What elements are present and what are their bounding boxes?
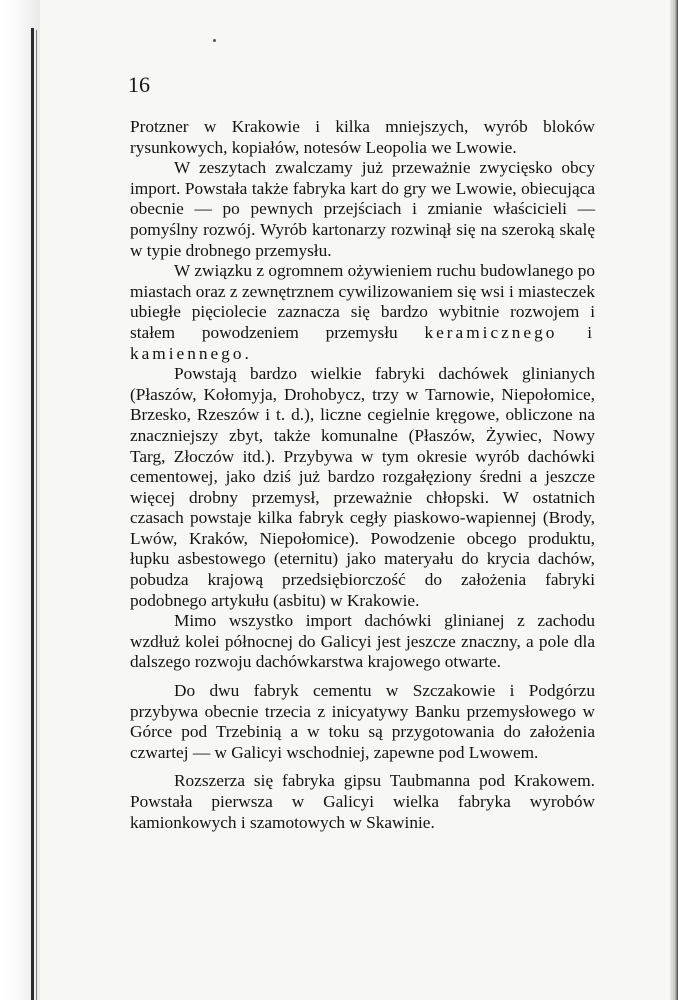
paragraph-3-text: W związku z ogromnem ożywieniem ruchu budowlanego po miastach oraz z zewnętrznem cywilizowaniem się wsi i miasteczek ubiegłe pięciolecie zaznacza się bardzo wybitnie rozwojem i stałem powodzeniem przemysłu [130,261,595,342]
binding-shadow-line-thin [36,30,37,1000]
paragraph-1: Protzner w Krakowie i kilka mniejszych, wyrób bloków rysunkowych, kopiałów, notesów Leopolia we Lwowie. [130,117,595,157]
paragraph-4: Powstają bardzo wielkie fabryki dachówek glinianych (Płaszów, Kołomyja, Drohobycz, trzy w Tarnowie, Niepołomice, Brzesko, Rzeszów i t. d.), liczne cegielnie kręgowe, obliczone na znaczniejszy zbyt, także komunalne (Płaszów, Żywiec, Nowy Targ, Złoczów itd.). Przybywa w tym okresie wyrób dachówki cementowej, jako dziś już bardzo rozgałęziony średni a jeszcze więcej drobny przemysł, przeważnie chłopski. W ostatnich czasach powstaje kilka fabryk cegły piaskowo-wapiennej (Brody, Lwów, Kraków, Niepołomice). Powodzenie obcego produktu, łupku asbestowego (eternitu) jako materyału do krycia dachów, pobudza krajową przedsiębiorczość do założenia fabryki podobnego artykułu (asbitu) w Krakowie. [130,364,595,610]
paragraph-6: Do dwu fabryk cementu w Szczakowie i Podgórzu przybywa obecnie trzecia z inicyatywy Banku przemysłowego w Górce pod Trzebinią a w toku są przygotowania do założenia czwartej — w Galicyi wschodniej, zapewne pod Lwowem. [130,681,595,762]
paragraph-3-end: . [244,343,249,363]
spaced-emphasis: keramicznego i kamiennego [130,322,595,363]
binding-shadow-line [31,28,34,1000]
body-text [130,117,595,833]
binding-edge [0,0,40,1000]
page-right-edge [670,0,678,1000]
paragraph-2: W zeszytach zwalczamy już przeważnie zwycięsko obcy import. Powstała także fabryka kart do gry we Lwowie, obiecująca obecnie — po pewnych przejściach i zmianie właścicieli — pomyślny rozwój. Wyrób kartonarzy rozwinął się na szeroką skalę w typie drobnego przemysłu. [130,158,595,260]
paragraph-7: Rozszerza się fabryka gipsu Taubmanna pod Krakowem. Powstała pierwsza w Galicyi wielka fabryka wyrobów kamionkowych i szamotowych w Skawinie. [130,771,595,832]
scan-speck [213,39,216,42]
page-number: 16 [128,72,150,97]
paragraph-3 [130,261,595,364]
paragraph-5: Mimo wszystko import dachówki glinianej z zachodu wzdłuż kolei północnej do Galicyi jest jeszcze znaczny, a pole dla dalszego rozwoju dachówkarstwa krajowego otwarte. [130,611,595,672]
